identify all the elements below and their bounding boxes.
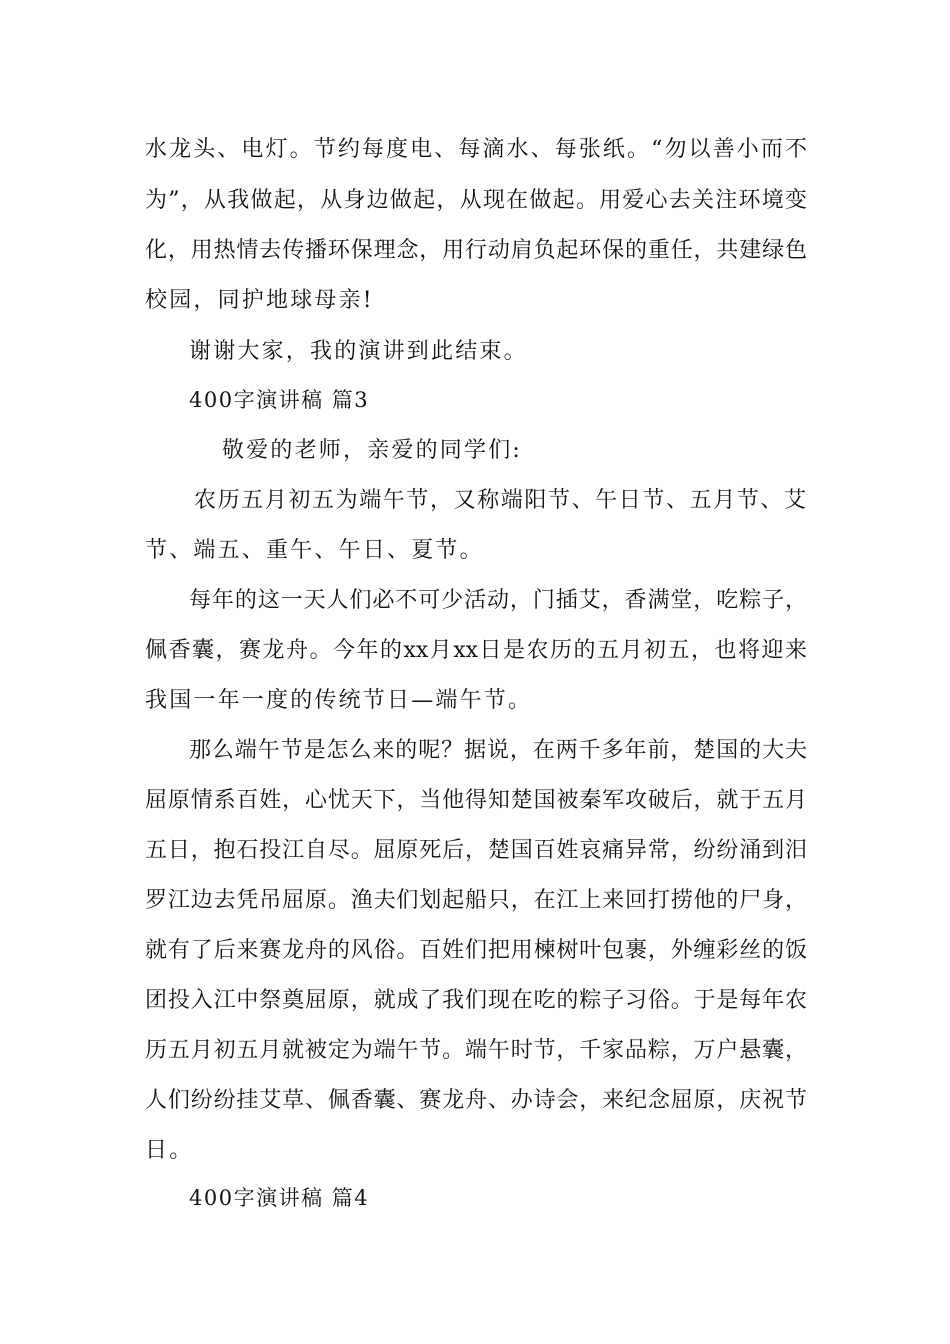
section-heading: 400字演讲稿 篇3	[189, 388, 370, 412]
paragraph-line: 日。	[145, 1138, 194, 1163]
paragraph-line: 那么端午节是怎么来的呢？据说，在两千多年前，楚国的大夫	[189, 738, 807, 763]
closing-line: 谢谢大家，我的演讲到此结束。	[189, 339, 528, 364]
paragraph-line: 水龙头、电灯。节约每度电、每滴水、每张纸。“勿以善小而不	[145, 137, 807, 162]
paragraph-line: 人们纷纷挂艾草、佩香囊、赛龙舟、办诗会，来纪念屈原，庆祝节	[145, 1088, 807, 1113]
paragraph-line: 为”，从我做起，从身边做起，从现在做起。用爱心去关注环境变	[145, 188, 807, 213]
greeting-line: 敬爱的老师，亲爱的同学们:	[222, 438, 523, 463]
paragraph-line: 历五月初五月就被定为端午节。端午时节，千家品粽，万户悬囊，	[145, 1038, 807, 1063]
paragraph-line: 屈原情系百姓，心忧天下，当他得知楚国被秦军攻破后，就于五月	[145, 788, 807, 813]
paragraph-line: 罗江边去凭吊屈原。渔夫们划起船只，在江上来回打捞他的尸身，	[145, 888, 807, 913]
paragraph-line: 我国一年一度的传统节日—端午节。	[145, 688, 533, 713]
section-heading: 400字演讲稿 篇4	[189, 1186, 370, 1210]
paragraph-line: 节、端五、重午、午日、夏节。	[145, 538, 484, 563]
paragraph-line: 佩香囊，赛龙舟。今年的xx月xx日是农历的五月初五，也将迎来	[145, 638, 807, 663]
paragraph-line: 每年的这一天人们必不可少活动，门插艾，香满堂，吃粽子，	[189, 588, 807, 613]
paragraph-line: 校园，同护地球母亲!	[145, 288, 374, 313]
paragraph-line: 化，用热情去传播环保理念，用行动肩负起环保的重任，共建绿色	[145, 238, 807, 263]
paragraph-line: 农历五月初五为端午节，又称端阳节、午日节、五月节、艾	[194, 488, 806, 513]
paragraph-line: 团投入江中祭奠屈原，就成了我们现在吃的粽子习俗。于是每年农	[145, 988, 807, 1013]
paragraph-line: 就有了后来赛龙舟的风俗。百姓们把用楝树叶包裹，外缠彩丝的饭	[145, 938, 807, 963]
paragraph-line: 五日，抱石投江自尽。屈原死后，楚国百姓哀痛异常，纷纷涌到汨	[145, 838, 807, 863]
